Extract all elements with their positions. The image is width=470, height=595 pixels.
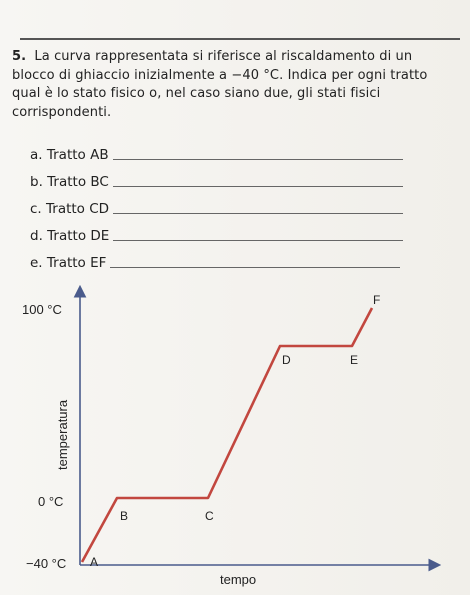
x-axis-label: tempo xyxy=(220,572,257,587)
answer-line[interactable] xyxy=(113,185,403,187)
point-c-label: C xyxy=(205,509,214,523)
answer-list xyxy=(30,136,450,271)
point-d-label: D xyxy=(282,353,291,367)
answer-label: e. Tratto EF xyxy=(30,255,107,271)
point-b-label: B xyxy=(120,509,129,523)
y-tick-0: 0 °C xyxy=(38,494,64,509)
answer-line[interactable] xyxy=(110,266,400,268)
answer-label: d. Tratto DE xyxy=(30,228,110,244)
exercise-text: La curva rappresentata si riferisce al riscaldamento di un blocco di ghiaccio inizialmente a −40 °C. Indica per ogni tratto qual è lo stato fisico o, nel caso siano due, gli stati fisici corrispondenti. xyxy=(12,49,428,120)
y-axis-label: temperatura xyxy=(55,399,70,470)
answer-item-de xyxy=(30,217,450,244)
answer-label: b. Tratto BC xyxy=(30,174,109,190)
answer-item-ef xyxy=(30,244,450,271)
answer-line[interactable] xyxy=(113,239,403,241)
answer-label: a. Tratto AB xyxy=(30,147,109,163)
answer-item-bc xyxy=(30,163,450,190)
top-divider xyxy=(20,38,460,40)
y-tick-100: 100 °C xyxy=(22,302,62,317)
point-e-label: E xyxy=(350,353,359,367)
answer-line[interactable] xyxy=(113,212,403,214)
heating-curve-graph xyxy=(0,280,470,595)
point-a-label: A xyxy=(90,555,99,569)
answer-line[interactable] xyxy=(113,158,403,160)
answer-label: c. Tratto CD xyxy=(30,201,110,217)
answer-item-cd xyxy=(30,190,450,217)
point-f-label: F xyxy=(373,293,381,307)
answer-item-ab xyxy=(30,136,450,163)
heating-curve xyxy=(82,308,372,562)
exercise-number: 5. xyxy=(12,49,27,64)
y-tick-minus-40: −40 °C xyxy=(26,556,67,571)
exercise-prompt xyxy=(12,48,452,122)
